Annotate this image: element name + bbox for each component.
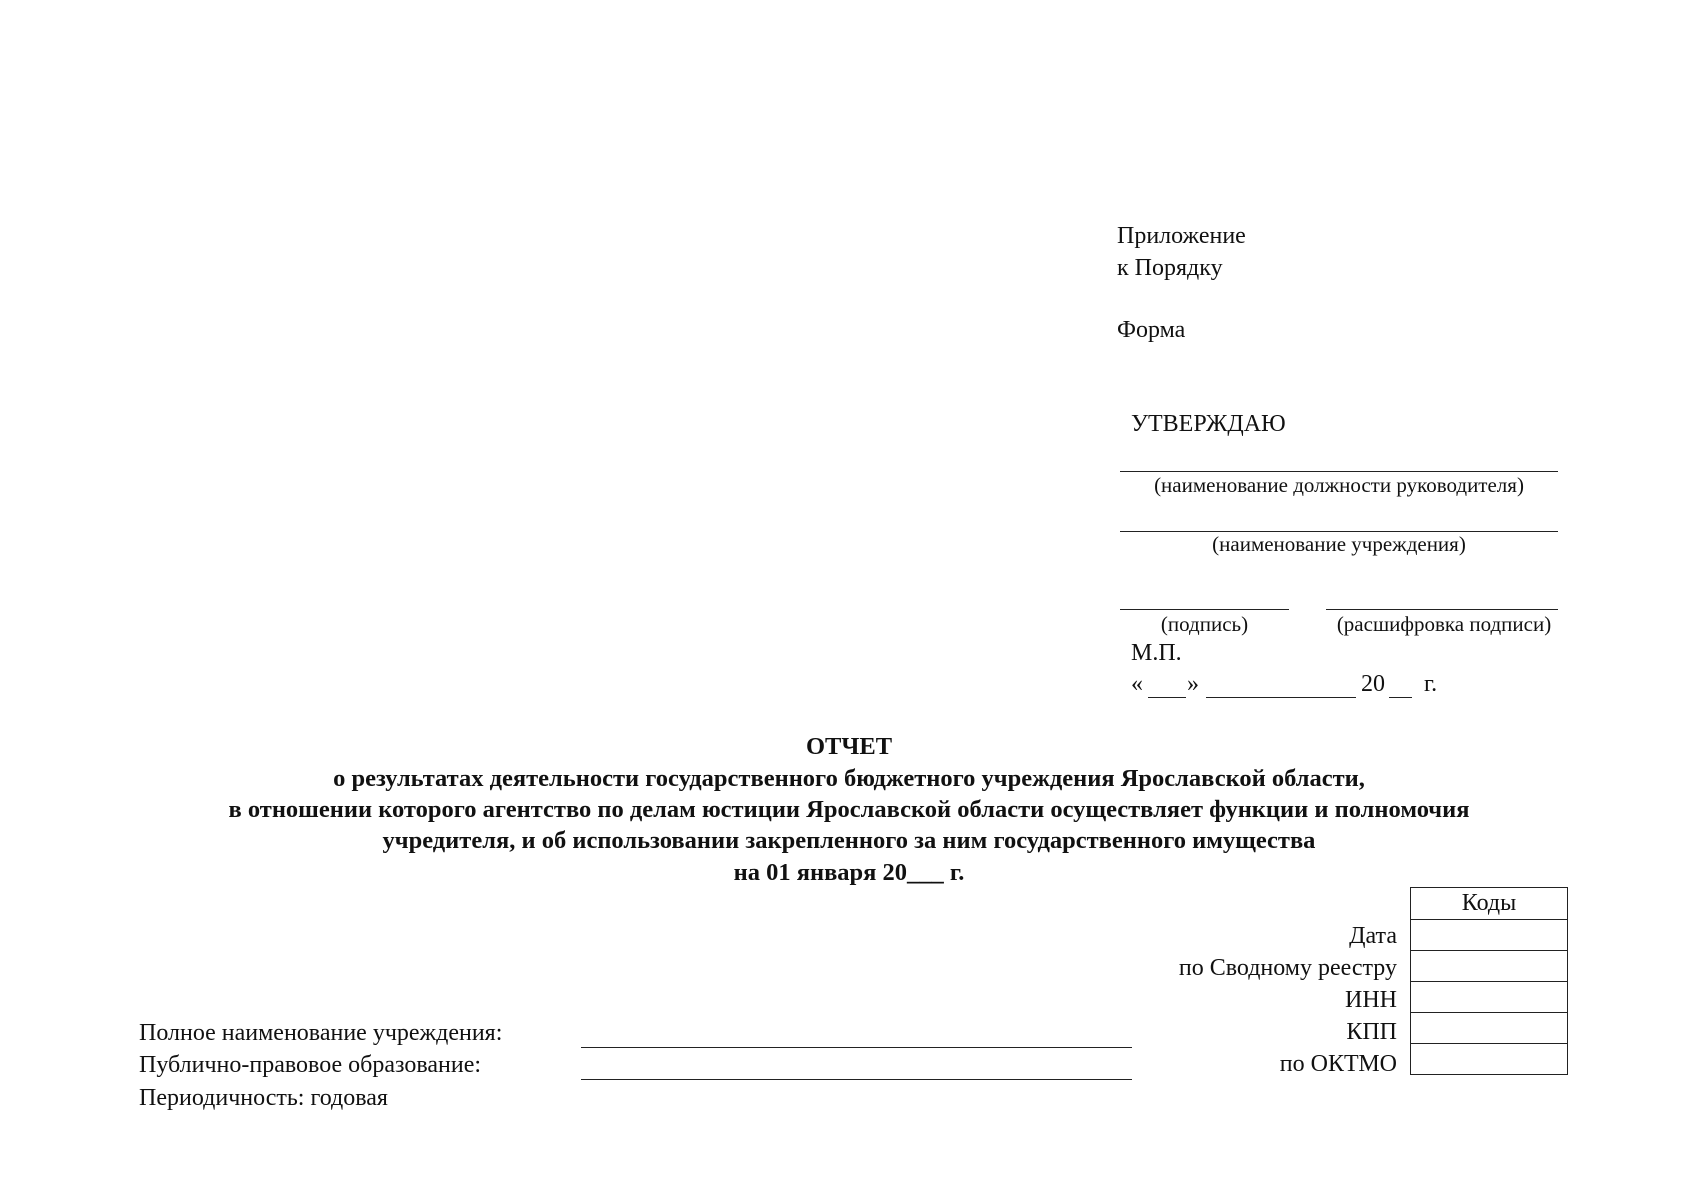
public-entity-label: Публично-правовое образование: [139,1052,482,1078]
signature-line [1120,609,1289,610]
code-row-label-inn: ИНН [1345,987,1397,1013]
institution-caption: (наименование учреждения) [1212,532,1466,556]
position-signature-line [1120,471,1558,472]
code-cell-oktmo[interactable] [1411,1043,1567,1074]
code-cell-consolidated-register[interactable] [1411,950,1567,981]
signature-decode-caption: (расшифровка подписи) [1336,612,1552,636]
signature-caption: (подпись) [1160,612,1249,636]
periodicity-text: Периодичность: годовая [139,1085,388,1111]
codes-table [1410,887,1568,1075]
full-name-label: Полное наименование учреждения: [139,1020,503,1046]
report-subtitle-line3: учредителя, и об использовании закрепленного за ним государственного имущества [382,827,1316,854]
code-row-label-date: Дата [1349,923,1397,949]
date-year-line [1389,697,1412,698]
form-label: Форма [1117,317,1186,343]
appendix-label-line1: Приложение [1117,223,1246,249]
report-heading: ОТЧЕТ [805,733,893,760]
report-subtitle-line1: о результатах деятельности государственного бюджетного учреждения Ярославской области, [333,765,1365,792]
code-row-label-oktmo: по ОКТМО [1279,1051,1397,1077]
date-year-suffix: г. [1424,671,1438,697]
signature-decode-line [1326,609,1558,610]
code-cell-date[interactable] [1411,919,1567,950]
date-day-line [1148,697,1186,698]
code-row-label-consolidated-register: по Сводному реестру [1178,955,1397,981]
appendix-label-line2: к Порядку [1117,255,1223,281]
position-caption: (наименование должности руководителя) [1154,473,1524,497]
report-subtitle-line2: в отношении которого агентство по делам юстиции Ярославской области осуществляет функции и полномочия [228,796,1470,823]
public-entity-field-line[interactable] [581,1079,1132,1080]
full-name-field-line[interactable] [581,1047,1132,1048]
code-row-label-kpp: КПП [1346,1019,1397,1045]
date-close-quote: » [1187,671,1199,697]
approve-label: УТВЕРЖДАЮ [1131,411,1286,437]
date-open-quote: « [1131,671,1143,697]
code-cell-inn[interactable] [1411,981,1567,1012]
date-year-prefix: 20 [1361,671,1385,697]
date-month-line [1206,697,1356,698]
report-date-line: на 01 января 20___ г. [733,859,965,886]
stamp-label: М.П. [1131,640,1182,666]
code-cell-kpp[interactable] [1411,1012,1567,1043]
codes-header: Коды [1461,890,1517,916]
